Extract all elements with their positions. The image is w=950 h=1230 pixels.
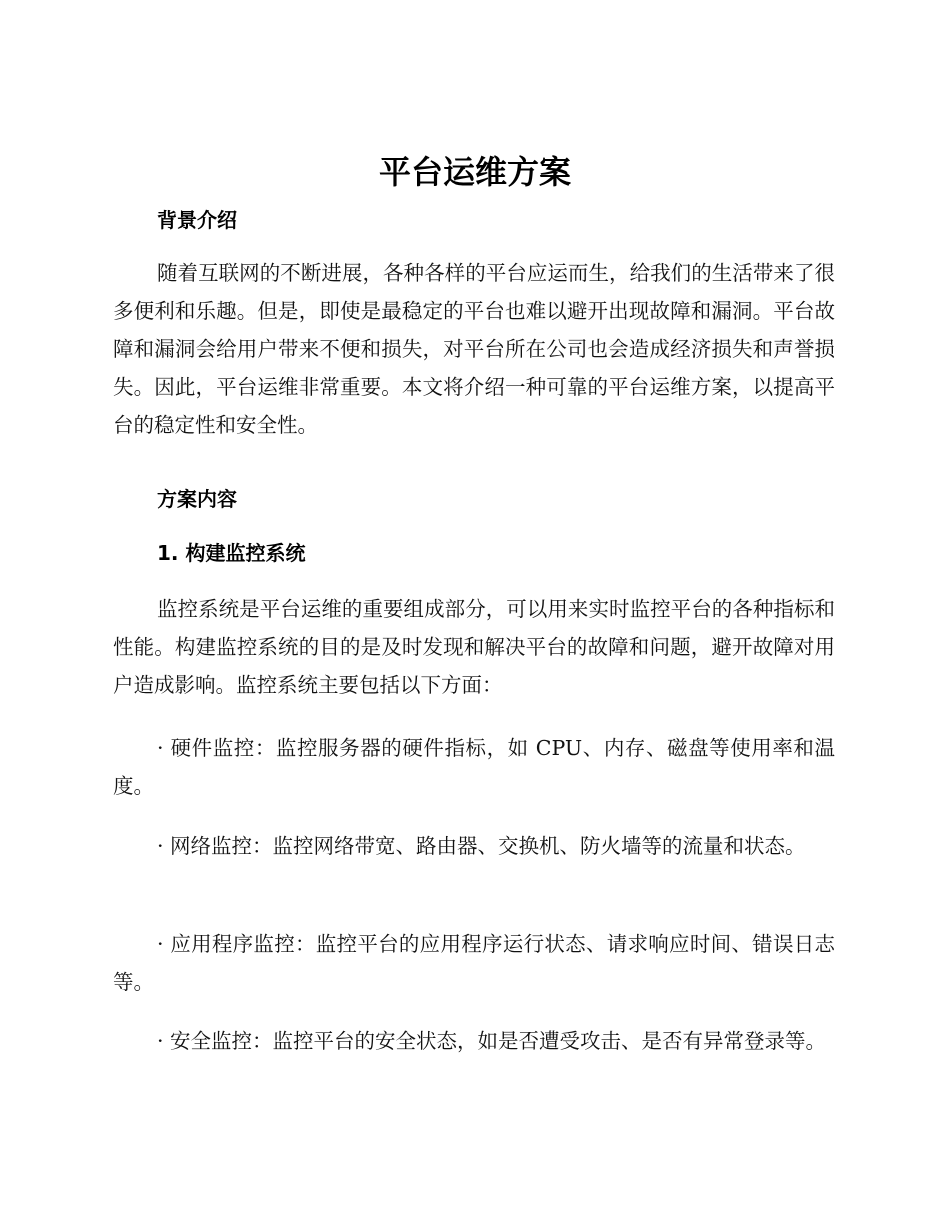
bullet-network-monitoring: · 网络监控：监控网络带宽、路由器、交换机、防火墙等的流量和状态。 xyxy=(157,834,806,858)
section-heading-monitoring: 1. 构建监控系统 xyxy=(157,541,306,565)
monitoring-paragraph: 监控系统是平台运维的重要组成部分，可以用来实时监控平台的各种指标和性能。构建监控系统的目的是及时发现和解决平台的故障和问题，避开故障对用户造成影响。监控系统主要包括以下方面： xyxy=(113,597,835,697)
bullet-security-monitoring: · 安全监控：监控平台的安全状态，如是否遭受攻击、是否有异常登录等。 xyxy=(157,1029,827,1053)
bullet-hardware-monitoring: · 硬件监控：监控服务器的硬件指标，如 CPU、内存、磁盘等使用率和温度。 xyxy=(113,736,835,798)
section-heading-plan-content: 方案内容 xyxy=(157,487,237,511)
section-heading-background: 背景介绍 xyxy=(157,208,237,232)
bullet-application-monitoring: · 应用程序监控：监控平台的应用程序运行状态、请求响应时间、错误日志等。 xyxy=(113,932,835,994)
document-title: 平台运维方案 xyxy=(378,153,571,191)
background-paragraph: 随着互联网的不断进展，各种各样的平台应运而生，给我们的生活带来了很多便利和乐趣。但是，即使是最稳定的平台也难以避开出现故障和漏洞。平台故障和漏洞会给用户带来不便和损失，对平台所在公司也会造成经济损失和声誉损失。因此，平台运维非常重要。本文将介绍一种可靠的平台运维方案，以提高平台的稳定性和安全性。 xyxy=(113,261,835,437)
